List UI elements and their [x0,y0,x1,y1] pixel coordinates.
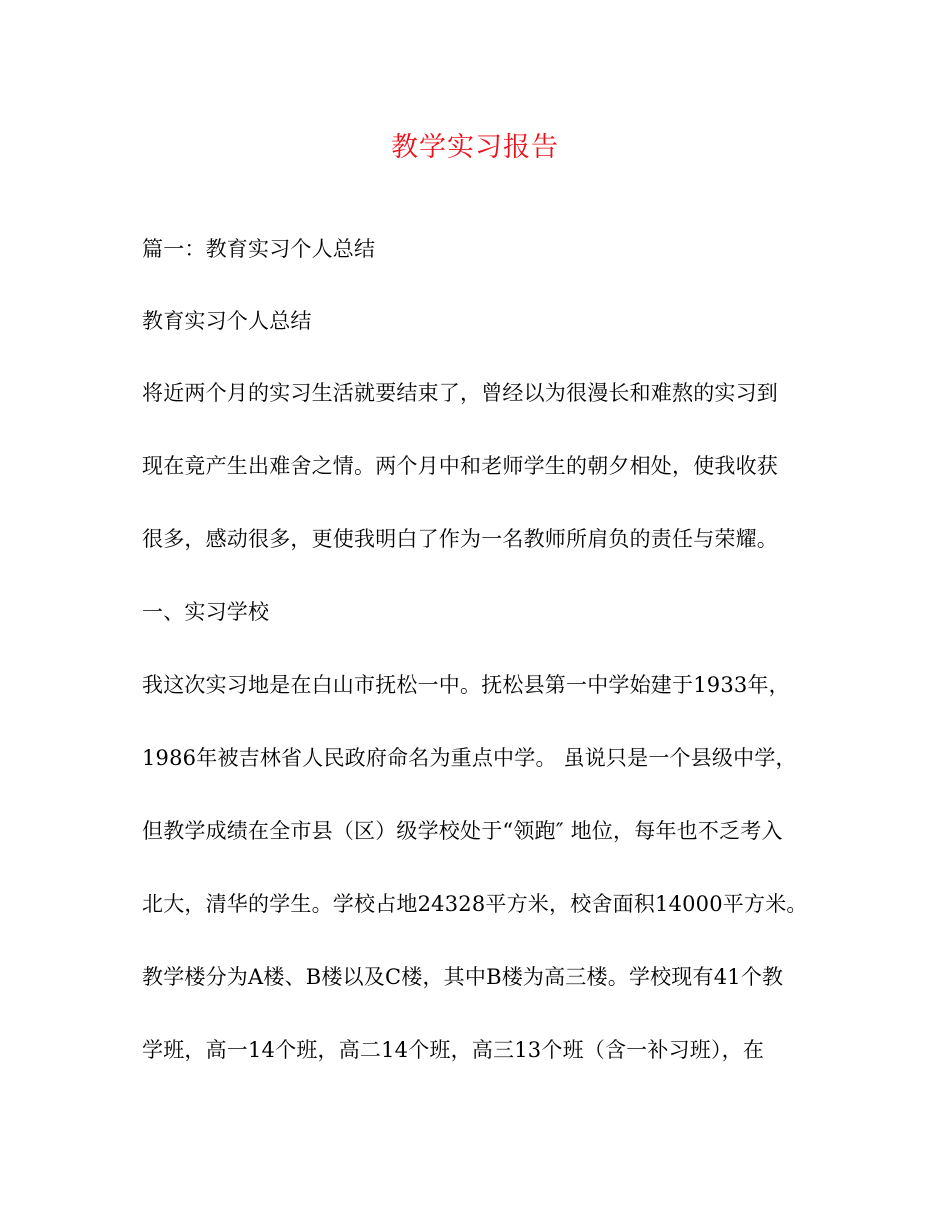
paragraph-line: 1986年被吉林省人民政府命名为重点中学。 虽说只是一个县级中学， [142,746,797,770]
paragraph-line: 但教学成绩在全市县（区）级学校处于“领跑″ 地位，每年也不乏考入 [142,819,783,843]
section-heading: 一、实习学校 [142,600,270,624]
document-title: 教学实习报告 [391,132,559,163]
paragraph-line: 现在竟产生出难舍之情。两个月中和老师学生的朝夕相处，使我收获 [142,454,778,478]
paragraph-line: 将近两个月的实习生活就要结束了，曾经以为很漫长和难熬的实习到 [142,381,778,405]
section-heading: 篇一：教育实习个人总结 [142,237,376,261]
paragraph-line: 教学楼分为A楼、B楼以及C楼，其中B楼为高三楼。学校现有41个教 [142,965,784,989]
paragraph-line: 学班，高一14个班，高二14个班，高三13个班（含一补习班），在 [142,1038,765,1062]
paragraph-line: 北大，清华的学生。学校占地24328平方米，校舍面积14000平方米。 [142,892,808,916]
paragraph-line: 我这次实习地是在白山市抚松一中。抚松县第一中学始建于1933年， [142,673,790,697]
sub-heading: 教育实习个人总结 [142,309,312,333]
paragraph-line: 很多，感动很多，更使我明白了作为一名教师所肩负的责任与荣耀。 [142,527,778,551]
